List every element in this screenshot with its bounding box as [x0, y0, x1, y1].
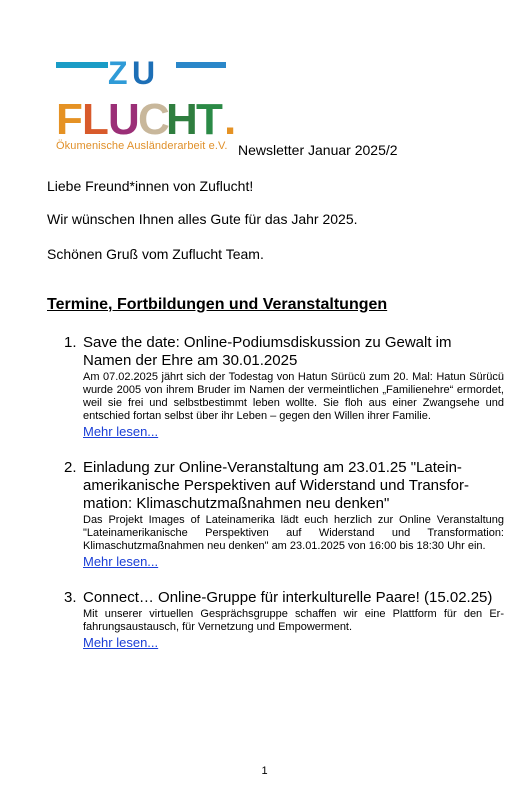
wishes-line: Wir wünschen Ihnen alles Gute für das Jahr 2025. — [47, 211, 358, 227]
event-number: 3. — [64, 589, 77, 606]
page-number: 1 — [261, 765, 268, 777]
logo-main-letter: . — [224, 95, 237, 144]
logo-bar — [176, 62, 226, 68]
newsletter-title: Newsletter Januar 2025/2 — [238, 142, 398, 158]
event-number: 1. — [64, 334, 77, 351]
event-body — [83, 334, 504, 441]
logo-main-letter: L — [82, 95, 109, 144]
event-item — [64, 589, 504, 652]
event-item — [64, 334, 504, 441]
logo-top-letter: Z — [108, 55, 128, 91]
logo-main-letter: T — [196, 95, 223, 144]
read-more-link[interactable]: Mehr lesen... — [83, 635, 159, 650]
logo-main-letter: U — [108, 95, 140, 144]
event-number: 2. — [64, 459, 77, 476]
logo-main-letter: C — [138, 95, 170, 144]
greeting-line: Liebe Freund*innen von Zuflucht! — [47, 178, 254, 194]
event-title: Einladung zur Online-Veranstaltung am 23.01.25 "Lateinamerikanische Perspektiven auf Widerstand und Transformation: Klimaschutzmaßnahmen neu denken" — [83, 459, 470, 512]
event-body — [83, 589, 504, 652]
logo-subtitle: Ökumenische Ausländerarbeit e.V. — [56, 140, 228, 152]
logo-bar — [56, 62, 108, 68]
logo-main-letter: H — [166, 95, 198, 144]
section-heading: Termine, Fortbildungen und Veranstaltungen — [47, 296, 388, 313]
event-description: Am 07.02.2025 jährt sich der Todestag von Hatun Sürücü zum 20. Mal: Hatun Sürücü wurde 2005 von ihrem Bruder im Namen der vermeintlichen „Familienehre“ ermordet, weil sie frei und selbstbestimmt leben wollte. Sie floh aus einer Zwangsehe und entschied fortan selbst über ihr Leben – gegen den Willen ihrer Familie. — [83, 371, 504, 422]
logo-main-letter: F — [56, 95, 83, 144]
event-description: Das Projekt Images of Lateinamerika lädt euch herzlich zur Online Veranstaltung "Lateinamerikanische Perspektiven auf Widerstand und Transformation: Klimaschutzmaßnahmen neu denken" am 23.01.2025 von 16:00 bis 18:30 Uhr ein. — [83, 514, 504, 552]
regards-line: Schönen Gruß vom Zuflucht Team. — [47, 246, 264, 262]
logo-top-letter: U — [132, 55, 156, 91]
event-item — [64, 459, 504, 571]
event-list — [64, 334, 504, 670]
event-description: Mit unserer virtuellen Gesprächsgruppe schaffen wir eine Plattform für den Erfahrungsaustausch, für Vernetzung und Empowerment. — [83, 608, 504, 633]
event-body — [83, 459, 504, 571]
read-more-link[interactable]: Mehr lesen... — [83, 554, 159, 569]
event-title: Save the date: Online-Podiumsdiskussion zu Gewalt im Namen der Ehre am 30.01.2025 — [83, 334, 452, 369]
logo-graphic — [56, 55, 237, 144]
read-more-link[interactable]: Mehr lesen... — [83, 424, 159, 439]
event-title: Connect… Online-Gruppe für interkulturelle Paare! (15.02.25) — [83, 589, 493, 606]
